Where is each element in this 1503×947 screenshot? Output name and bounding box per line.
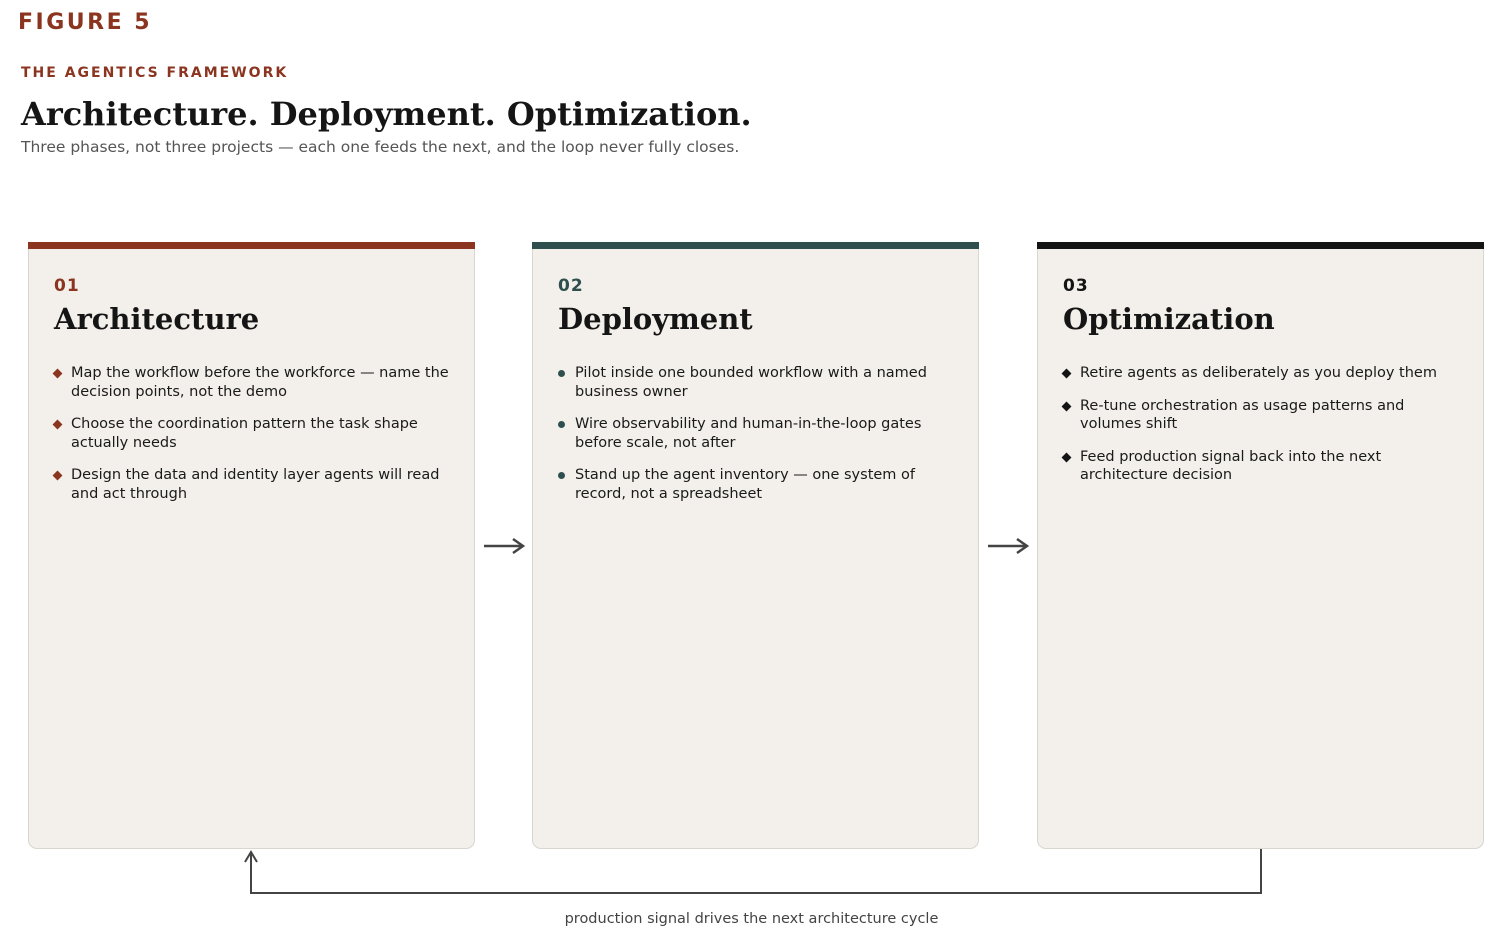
phase-bullet-text: Wire observability and human-in-the-loop gates before scale, not after [575,416,922,451]
subhead: Three phases, not three projects — each one feeds the next, and the loop never fully closes. [21,138,740,156]
phase-bullet-list [1063,364,1463,499]
circle-bullet-icon [558,370,565,377]
phase-bullet [54,466,454,503]
kicker: THE AGENTICS FRAMEWORK [21,65,289,81]
phase-title: Architecture [54,302,260,336]
phase-bullet [558,364,958,401]
phase-bullet [558,466,958,503]
phase-accent-bar [1037,242,1484,249]
phase-bullet [1063,397,1463,434]
phase-title: Deployment [558,302,753,336]
phase-number: 02 [558,276,584,296]
phase-bullet-text: Choose the coordination pattern the task shape actually needs [71,416,418,451]
diamond-bullet-icon [1062,401,1072,411]
headline: Architecture. Deployment. Optimization. [21,95,752,133]
phase-bullet-text: Map the workflow before the workforce — name the decision points, not the demo [71,365,449,400]
diamond-bullet-icon [1062,452,1072,462]
circle-bullet-icon [558,421,565,428]
diamond-bullet-icon [53,369,63,379]
phase-bullet-text: Retire agents as deliberately as you deploy them [1080,365,1437,381]
phase-bullet-text: Pilot inside one bounded workflow with a named business owner [575,365,927,400]
phase-bullet [1063,448,1463,485]
figure-label: FIGURE 5 [18,10,153,35]
phase-bullet-text: Feed production signal back into the next architecture decision [1080,448,1382,483]
phase-bullet-list [54,364,454,517]
phase-card-deployment [532,242,979,849]
phase-bullet [54,415,454,452]
phase-accent-bar [28,242,475,249]
phase-number: 03 [1063,276,1089,296]
phase-number: 01 [54,276,80,296]
phase-bullet [1063,364,1463,383]
phase-bullet-text: Stand up the agent inventory — one system of record, not a spreadsheet [575,467,916,502]
phase-accent-bar [532,242,979,249]
phase-card-optimization [1037,242,1484,849]
diamond-bullet-icon [1062,369,1072,379]
diamond-bullet-icon [53,420,63,430]
diamond-bullet-icon [53,471,63,481]
phase-bullet [54,364,454,401]
phase-bullet-list [558,364,958,517]
phase-bullet [558,415,958,452]
phase-bullet-text: Design the data and identity layer agents will read and act through [71,467,440,502]
circle-bullet-icon [558,472,565,479]
right-arrow-icon [986,536,1030,556]
phase-card-architecture [28,242,475,849]
phase-bullet-text: Re-tune orchestration as usage patterns and volumes shift [1080,397,1405,432]
right-arrow-icon [482,536,526,556]
loop-caption: production signal drives the next architecture cycle [564,911,939,927]
phase-title: Optimization [1063,302,1275,336]
